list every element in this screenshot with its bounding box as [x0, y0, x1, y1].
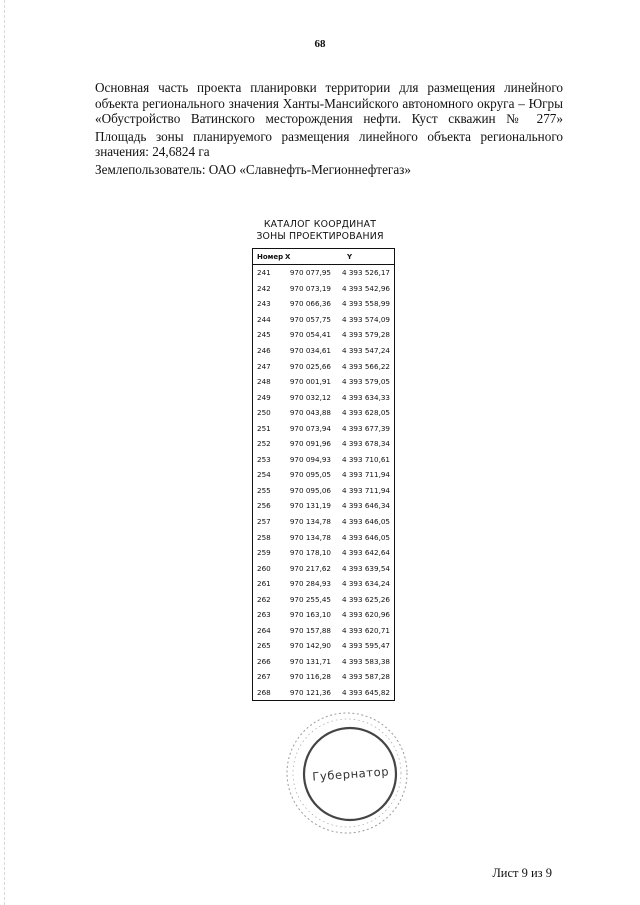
- cell-x: 970 043,88: [289, 408, 331, 418]
- cell-number: 255: [257, 485, 271, 495]
- cell-x: 970 094,93: [289, 454, 331, 464]
- table-row: [253, 607, 394, 623]
- cell-x: 970 157,88: [289, 625, 331, 635]
- cell-number: 250: [257, 408, 271, 418]
- cell-y: 4 393 566,22: [341, 361, 390, 371]
- cell-x: 970 217,62: [289, 563, 331, 573]
- cell-y: 4 393 625,26: [341, 594, 390, 604]
- cell-number: 253: [257, 454, 271, 464]
- table-row: [253, 514, 394, 530]
- cell-number: 243: [257, 299, 271, 309]
- cell-y: 4 393 628,05: [341, 408, 390, 418]
- cell-x: 970 077,95: [289, 268, 331, 278]
- cell-x: 970 066,36: [289, 299, 331, 309]
- cell-number: 266: [257, 656, 271, 666]
- cell-number: 256: [257, 501, 271, 511]
- table-row: [253, 436, 394, 452]
- cell-y: 4 393 642,64: [341, 548, 390, 558]
- cell-y: 4 393 547,24: [341, 346, 390, 355]
- table-row: [253, 498, 394, 514]
- cell-y: 4 393 677,39: [341, 423, 390, 433]
- cell-y: 4 393 639,54: [341, 563, 390, 573]
- cell-y: 4 393 620,71: [341, 625, 390, 635]
- cell-y: 4 393 526,17: [341, 268, 390, 278]
- cell-y: 4 393 634,33: [341, 392, 390, 402]
- cell-x: 970 142,90: [289, 641, 331, 651]
- cell-y: 4 393 646,34: [341, 501, 390, 511]
- table-row: [253, 623, 394, 639]
- cell-number: 267: [257, 672, 271, 682]
- cell-x: 970 163,10: [289, 610, 331, 620]
- cell-number: 264: [257, 625, 271, 635]
- table-body: [253, 265, 394, 700]
- cell-x: 970 073,94: [289, 423, 331, 433]
- table-row: [253, 467, 394, 483]
- table-row: [253, 374, 394, 390]
- table-row: [253, 281, 394, 297]
- sheet-label: Лист 9 из 9: [492, 866, 552, 880]
- cell-number: 247: [257, 361, 271, 371]
- cell-y: 4 393 620,96: [341, 610, 390, 620]
- cell-number: 249: [257, 392, 271, 402]
- cell-number: 268: [257, 688, 271, 698]
- cell-x: 970 131,71: [289, 656, 331, 666]
- cell-x: 970 255,45: [289, 594, 331, 604]
- land-user: Землепользователь: ОАО «Славнефть-Мегионнефтегаз»: [95, 161, 411, 177]
- table-row: [253, 312, 394, 328]
- table-row: [253, 545, 394, 561]
- cell-number: 242: [257, 283, 271, 293]
- cell-x: 970 134,78: [289, 517, 331, 527]
- cell-number: 258: [257, 532, 271, 542]
- cell-number: 241: [257, 268, 271, 278]
- cell-x: 970 095,06: [289, 485, 331, 495]
- cell-number: 257: [257, 517, 271, 527]
- table-row: [253, 483, 394, 499]
- table-row: [253, 654, 394, 670]
- table-row: [253, 296, 394, 312]
- cell-y: 4 393 583,38: [341, 656, 390, 666]
- table-row: [253, 591, 394, 607]
- cell-x: 970 131,19: [289, 501, 331, 511]
- page-number: 68: [314, 38, 326, 50]
- cell-number: 251: [257, 423, 271, 433]
- cell-number: 265: [257, 641, 271, 651]
- table-row: [253, 560, 394, 576]
- cell-number: 252: [257, 439, 271, 449]
- zone-area: Площадь зоны планируемого размещения линейного объекта регионального значения: 24,6824 га: [95, 128, 563, 160]
- table-row: [253, 420, 394, 436]
- cell-number: 245: [257, 330, 271, 340]
- table-header: [253, 249, 394, 265]
- document-header: [95, 80, 563, 178]
- cell-x: 970 001,91: [289, 377, 331, 387]
- cell-number: 260: [257, 563, 271, 573]
- table-row: [253, 389, 394, 405]
- cell-x: 970 032,12: [289, 392, 331, 402]
- cell-number: 263: [257, 610, 271, 620]
- cell-y: 4 393 579,28: [341, 330, 390, 340]
- cell-x: 970 284,93: [289, 579, 331, 589]
- cell-number: 254: [257, 470, 271, 480]
- cell-x: 970 057,75: [289, 314, 331, 324]
- cell-number: 259: [257, 548, 271, 558]
- table-row: [253, 343, 394, 359]
- cell-y: 4 393 634,24: [341, 579, 390, 589]
- cell-y: 4 393 645,82: [341, 688, 390, 698]
- cell-x: 970 178,10: [289, 548, 331, 558]
- column-header-x: X: [285, 252, 291, 261]
- cell-number: 262: [257, 594, 271, 604]
- cell-x: 970 025,66: [289, 361, 331, 371]
- table-row: [253, 669, 394, 685]
- cell-x: 970 091,96: [289, 439, 331, 449]
- column-header-y: Y: [347, 252, 353, 261]
- cell-y: 4 393 595,47: [341, 641, 390, 651]
- table-row: [253, 576, 394, 592]
- table-row: [253, 452, 394, 468]
- cell-x: 970 034,61: [289, 346, 331, 355]
- catalog-title-line1: КАТАЛОГ КООРДИНАТ: [263, 219, 377, 230]
- cell-x: 970 134,78: [289, 532, 331, 542]
- cell-y: 4 393 574,09: [341, 314, 390, 324]
- cell-y: 4 393 710,61: [341, 454, 390, 464]
- cell-y: 4 393 711,94: [341, 470, 390, 480]
- cell-y: 4 393 678,34: [341, 439, 390, 449]
- seal-text: Губернатор: [311, 764, 390, 784]
- column-header-number: Номер: [257, 252, 284, 261]
- cell-y: 4 393 587,28: [341, 672, 390, 682]
- project-title: Основная часть проекта планировки территории для размещения линейного объекта регионального значения Ханты-Мансийского автономного округа – Югры «Обустройство Ватинского месторождения нефти. Куст скважин № 277»: [95, 80, 563, 127]
- cell-x: 970 121,36: [289, 688, 331, 698]
- table-row: [253, 685, 394, 701]
- cell-y: 4 393 579,05: [341, 377, 390, 387]
- scan-edge-line: [4, 0, 6, 905]
- cell-number: 248: [257, 377, 271, 387]
- cell-y: 4 393 558,99: [341, 299, 390, 309]
- coordinates-table: [252, 248, 395, 701]
- cell-x: 970 054,41: [289, 330, 331, 340]
- cell-x: 970 095,05: [289, 470, 331, 480]
- governor-seal: [282, 708, 412, 838]
- cell-number: 261: [257, 579, 271, 589]
- cell-y: 4 393 711,94: [341, 485, 390, 495]
- table-row: [253, 638, 394, 654]
- table-row: [253, 405, 394, 421]
- cell-y: 4 393 542,96: [341, 283, 390, 293]
- catalog-title-line2: ЗОНЫ ПРОЕКТИРОВАНИЯ: [256, 231, 384, 242]
- cell-x: 970 116,28: [289, 672, 331, 682]
- cell-number: 246: [257, 346, 271, 355]
- cell-y: 4 393 646,05: [341, 517, 390, 527]
- table-row: [253, 358, 394, 374]
- cell-number: 244: [257, 314, 271, 324]
- table-row: [253, 265, 394, 281]
- catalog-title: [250, 219, 390, 243]
- table-row: [253, 529, 394, 545]
- cell-x: 970 073,19: [289, 283, 331, 293]
- table-row: [253, 327, 394, 343]
- cell-y: 4 393 646,05: [341, 532, 390, 542]
